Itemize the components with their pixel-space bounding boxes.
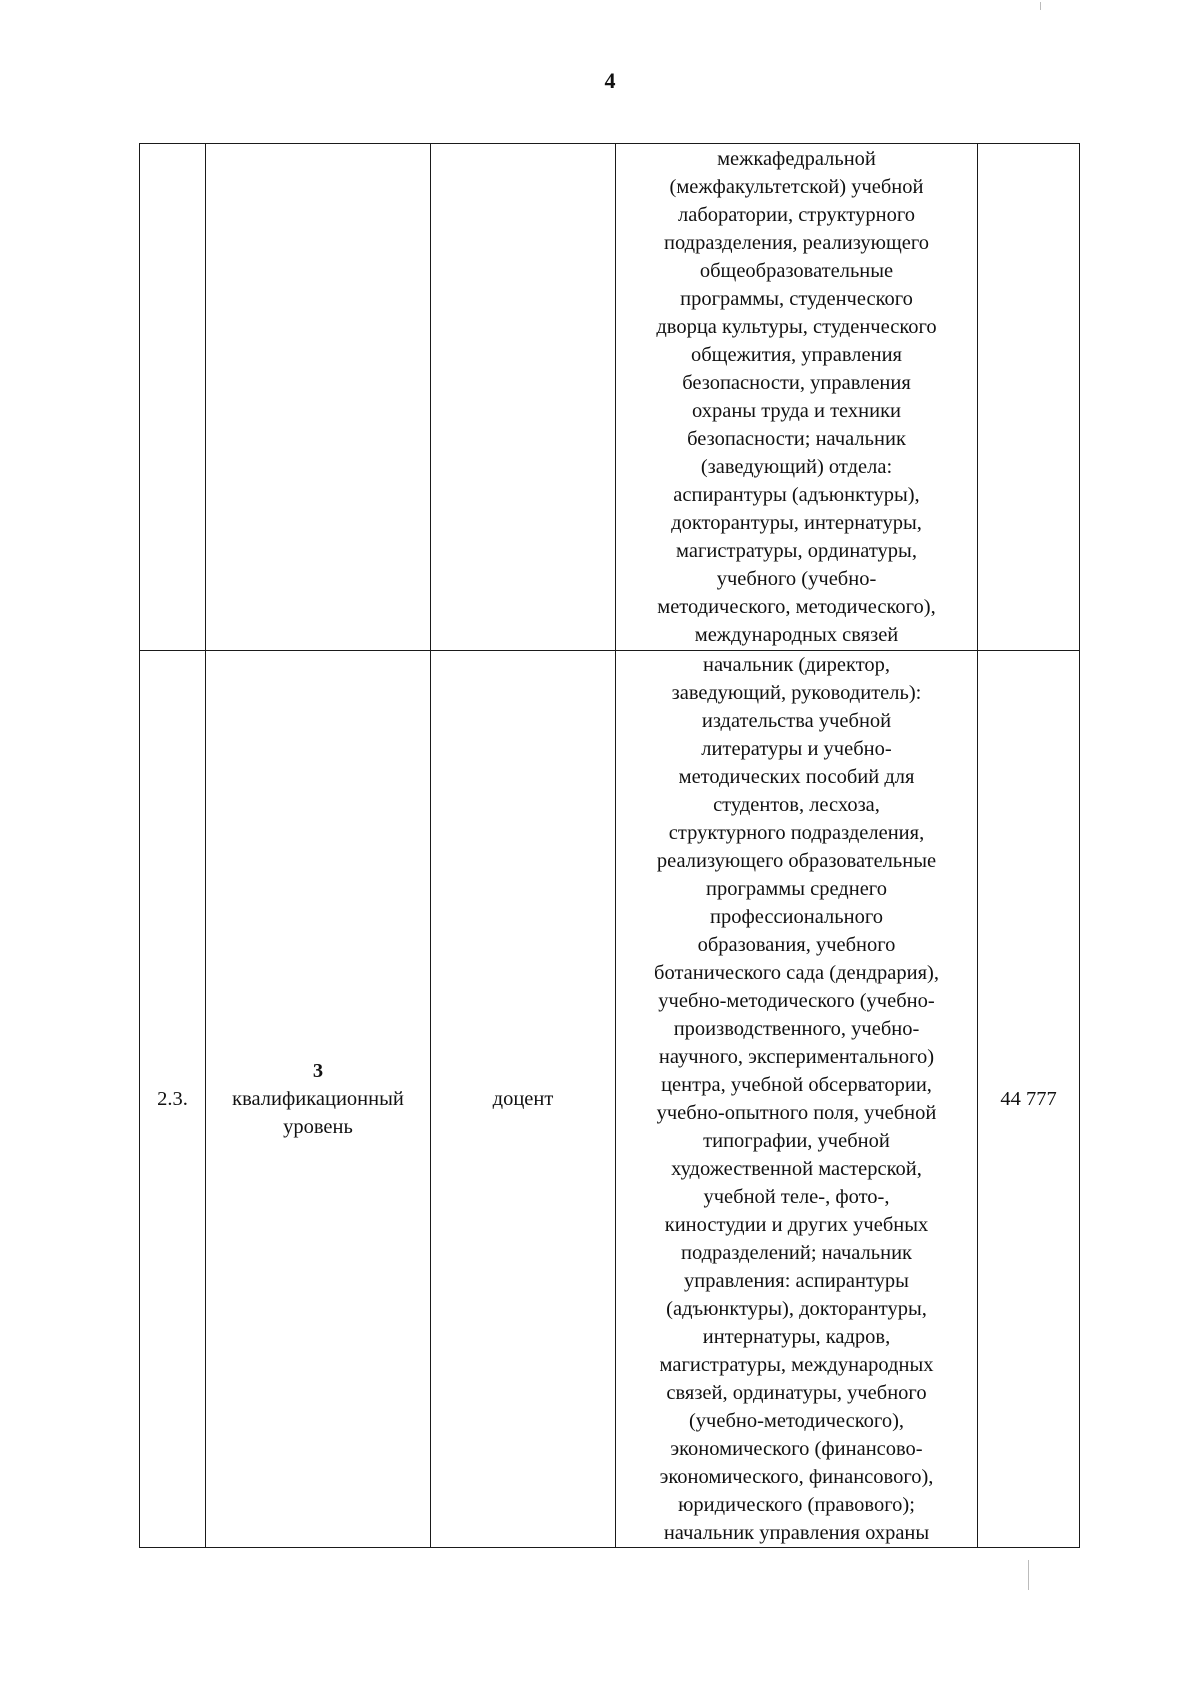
table-row-2-3	[140, 651, 1080, 1548]
cell-index: 2.3.	[140, 651, 206, 1548]
level-number: 3	[312, 1060, 324, 1082]
cell-salary: 44 777	[978, 651, 1080, 1548]
description-text: межкафедральной (межфакультетской) учебной лаборатории, структурного подразделения, реализующего общеобразовательные программы, студенческого дворца культуры, студенческого общежития, управления безопасности, управления охраны труда и техники безопасности; начальник (заведующий) отдела: аспирантуры (адъюнктуры), докторантуры, интернатуры, магистратуры, ординатуры, учебного (учебно- методического, методического), международных связей	[656, 148, 937, 646]
cell-level	[206, 651, 431, 1548]
cell-position: доцент	[431, 651, 616, 1548]
cell-index	[140, 144, 206, 651]
level-label: квалификационный уровень	[232, 1088, 404, 1138]
description-text: начальник (директор, заведующий, руководитель): издательства учебной литературы и учебно- методических пособий для студентов, лесхоза, структурного подразделения, реализующего образовательные программы среднего профессионального образования, учебного ботанического сада (дендрария), учебно-методического (учебно- производственного, учебно- научного, экспериментального) центра, учебной обсерватории, учебно-опытного поля, учебной типографии, учебной художественной мастерской, учебной теле-, фото-, киностудии и других учебных подразделений; начальник управления: аспирантуры (адъюнктуры), докторантуры, интернатуры, кадров, магистратуры, международных связей, ординатуры, учебного (учебно-методического), экономического (финансово- экономического, финансового), юридического (правового); начальник управления охраны	[654, 654, 939, 1544]
cell-description	[616, 144, 978, 651]
qualification-table	[139, 143, 1080, 1548]
cell-position	[431, 144, 616, 651]
scan-artifact	[1028, 1560, 1029, 1590]
cell-description	[616, 651, 978, 1548]
table-row-continued	[140, 144, 1080, 651]
cell-salary	[978, 144, 1080, 651]
page-number: 4	[604, 68, 616, 93]
cell-level	[206, 144, 431, 651]
scan-artifact	[1040, 2, 1041, 10]
